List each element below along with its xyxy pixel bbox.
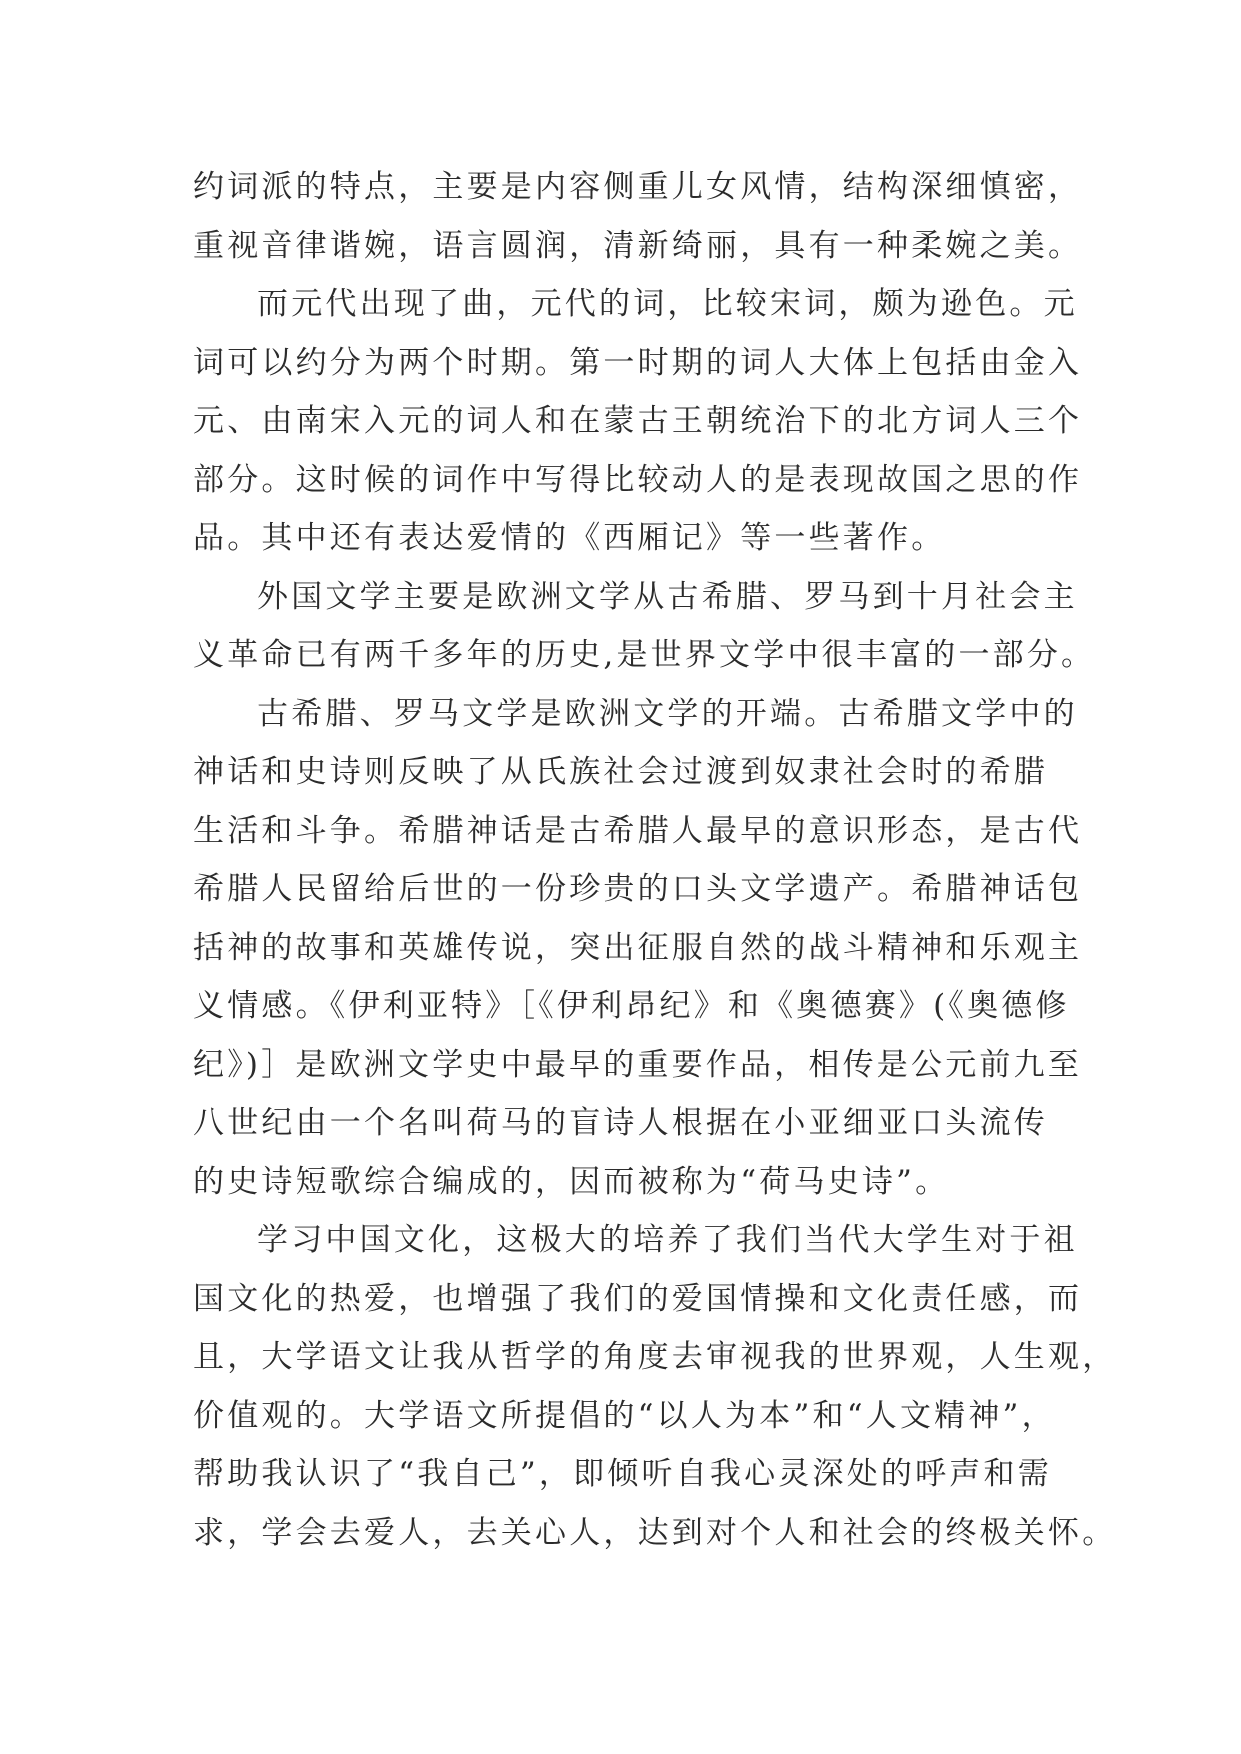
- paragraph: [193, 275, 1083, 568]
- text-line: 神话和史诗则反映了从氏族社会过渡到奴隶社会时的希腊: [193, 754, 1048, 790]
- text-line: 的史诗短歌综合编成的，因而被称为“荷马史诗”。: [193, 1163, 950, 1200]
- text-line: 帮助我认识了“我自己”，即倾听自我心灵深处的呼声和需: [193, 1456, 1052, 1492]
- text-line: 且，大学语文让我从哲学的角度去审视我的世界观，人生观，: [193, 1339, 1117, 1375]
- text-line: 部分。这时候的词作中写得比较动人的是表现故国之思的作: [193, 461, 1083, 498]
- text-line: 约词派的特点，主要是内容侧重儿女风情，结构深细慎密，: [193, 169, 1083, 205]
- text-line: 重视音律谐婉，语言圆润，清新绮丽，具有一种柔婉之美。: [193, 227, 1083, 264]
- text-line: 希腊人民留给后世的一份珍贵的口头文学遗产。希腊神话包: [193, 871, 1083, 907]
- text-line: 八世纪由一个名叫荷马的盲诗人根据在小亚细亚口头流传: [193, 1105, 1048, 1141]
- text-line: 而元代出现了曲，元代的词，比较宋词，颇为逊色。元: [257, 286, 1078, 322]
- text-line: 生活和斗争。希腊神话是古希腊人最早的意识形态，是古代: [193, 812, 1083, 849]
- text-line: 品。其中还有表达爱情的《西厢记》等一些著作。: [193, 520, 946, 556]
- paragraph: [193, 685, 1083, 1212]
- text-line: 国文化的热爱，也增强了我们的爱国情操和文化责任感，而: [193, 1280, 1083, 1317]
- text-line: 纪》)］是欧洲文学史中最早的重要作品，相传是公元前九至: [193, 1046, 1082, 1083]
- text-line: 古希腊、罗马文学是欧洲文学的开端。古希腊文学中的: [257, 695, 1078, 732]
- text-line: 价值观的。大学语文所提倡的“以人为本”和“人文精神”，: [193, 1397, 1056, 1434]
- text-line: 义情感。《伊利亚特》［《伊利昂纪》和《奥德赛》(《奥德修: [193, 988, 1070, 1024]
- paragraph: [193, 568, 1096, 685]
- paragraph: [193, 1211, 1117, 1562]
- text-line: 词可以约分为两个时期。第一时期的词人大体上包括由金入: [193, 344, 1083, 381]
- text-line: 学习中国文化，这极大的培养了我们当代大学生对于祖: [257, 1222, 1078, 1258]
- text-line: 外国文学主要是欧洲文学从古希腊、罗马到十月社会主: [257, 578, 1078, 615]
- text-line: 元、由南宋入元的词人和在蒙古王朝统治下的北方词人三个: [193, 403, 1083, 439]
- document-body: [193, 158, 1117, 1562]
- text-line: 义革命已有两千多年的历史,是世界文学中很丰富的一部分。: [193, 637, 1096, 673]
- paragraph: [193, 158, 1083, 275]
- text-line: 括神的故事和英雄传说，突出征服自然的战斗精神和乐观主: [193, 929, 1083, 966]
- text-line: 求，学会去爱人，去关心人，达到对个人和社会的终极关怀。: [193, 1514, 1117, 1551]
